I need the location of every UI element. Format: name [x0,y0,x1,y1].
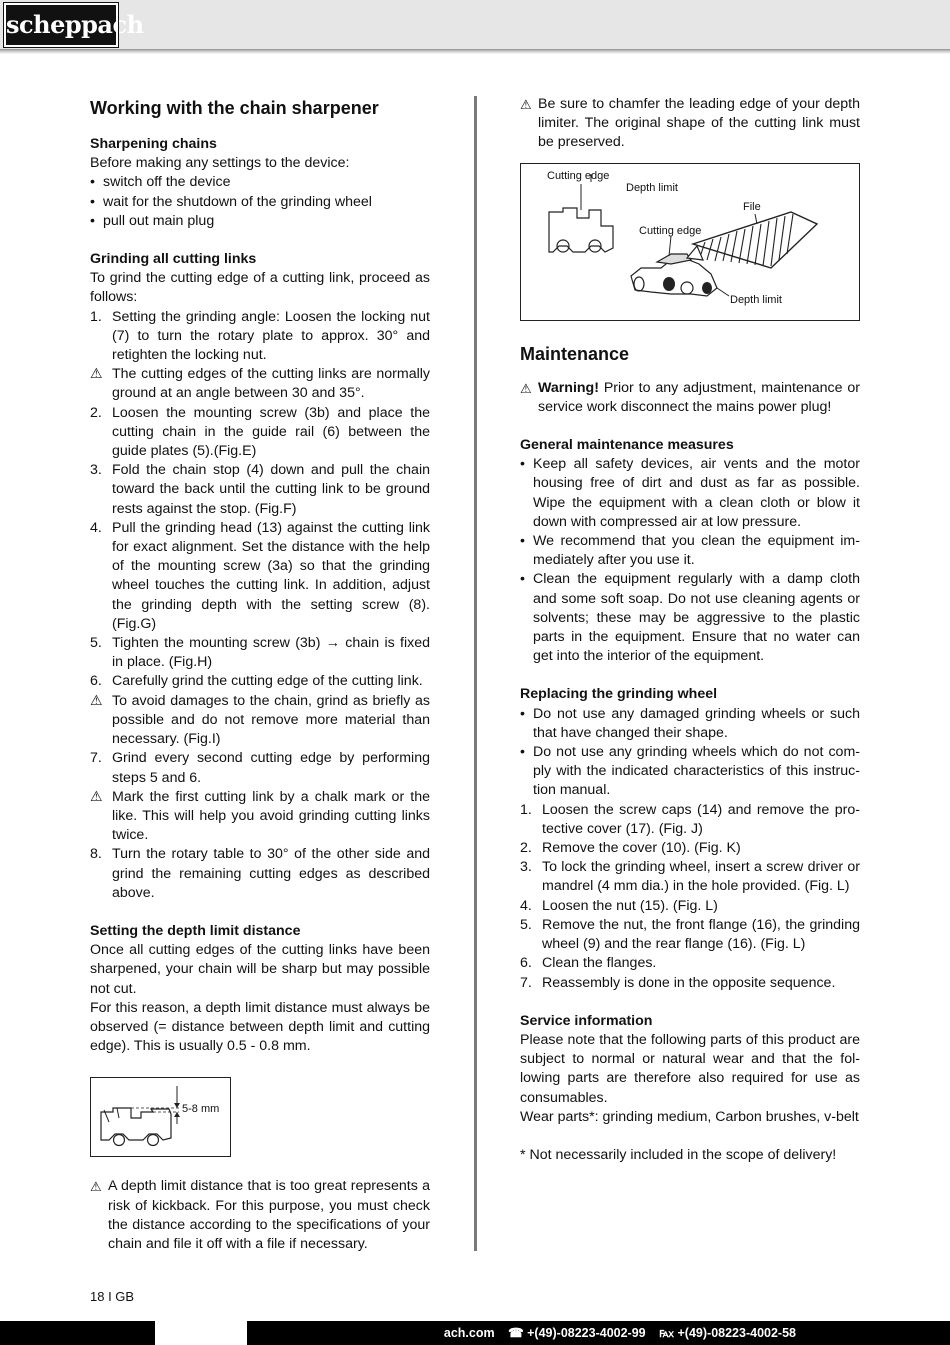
page-number: 18 I GB [90,1289,135,1304]
list-item: • switch off the device [90,173,430,192]
label-cutting-edge-2: Cutting edge [639,224,702,237]
depth-limit-figure [90,1077,231,1157]
step-text: Loosen the screw caps (14) and remove the protective cover (17). (Fig. J) [542,801,860,837]
replacing-bullets [520,705,860,801]
heading-replacing-wheel: Replacing the grinding wheel [520,686,718,703]
list-item: • We recommend that you clean the equipment immediately after you use it. [520,532,860,570]
list-item: • wait for the shutdown of the grinding wheel [90,193,430,212]
warning-item [90,365,430,403]
footer-web: ach.com [443,1326,495,1340]
step-item [90,749,430,787]
list-item: • Do not use any damaged grinding wheels or such that have changed their shape. [520,705,860,743]
label-depth-limit-1: Depth limit [626,181,678,194]
warning-icon: ⚠ [520,97,532,112]
step-item [90,519,430,634]
file-diagram-figure [520,163,860,321]
cutting-link-diagram [91,1078,232,1158]
step-item [520,858,860,896]
step-text: Reassembly is done in the opposite sequence. [542,974,836,991]
warning-text: Mark the first cutting link by a chalk mark or the like. This will help you avoid grinding cutting links twice. [112,788,430,844]
wear-parts: Wear parts*: grinding medium, Carbon brushes, v-belt [520,1108,859,1125]
warning-text: To avoid damages to the chain, grind as briefly as possible and do not remove more material than necessary. (Fig.I) [112,692,430,748]
warning-text: Prior to any adjustment, maintenance or service work disconnect the mains power plug! [538,379,860,415]
maintenance-warning [520,379,860,417]
step-text: Pull the grinding head (13) against the cutting link for exact alignment. Set the distance with the help of the mounting screw (3a) so that the grinding wheel touches the cutting link. In addition, adjust the grinding depth with the setting screw (8).(Fig.G) [112,519,430,632]
delivery-footnote: * Not necessarily included in the scope of delivery! [520,1146,837,1163]
warning-item [90,692,430,750]
kickback-warning [90,1177,430,1254]
step-item [520,954,860,973]
warning-text: The cutting edges of the cutting links are normally ground at an angle between 30 and 35°. [112,366,430,402]
page-header [0,0,950,50]
label-cutting-edge-1: Cutting edge [547,169,610,182]
step-item [90,461,430,519]
sharpening-intro: Before making any settings to the device: [90,155,350,172]
list-item: • Keep all safety devices, air vents and the motor housing free of dirt and dust as far as possible. Wipe the equipment with a clean cloth or blow it down with compressed air at low pressure. [520,455,860,532]
step-text: Clean the flanges. [542,955,657,972]
general-maintenance-list [520,455,860,666]
step-number: 5. [90,635,102,652]
left-column [90,95,430,1254]
depth-paragraph-2: For this reason, a depth limit distance must always be observed (= distance between depth limit and cutting edge). This is usually 0.5 - 0.8 mm. [90,999,430,1055]
step-text: Tighten the mounting screw (3b) → chain is fixed in place. (Fig.H) [112,635,430,671]
step-item [520,839,860,858]
step-number: 7. [90,750,102,767]
step-item [90,634,430,672]
warning-icon: ⚠ [90,366,103,383]
warning-icon: ⚠ [90,1179,102,1195]
heading-depth-limit: Setting the depth limit distance [90,922,301,939]
label-depth-limit-2: Depth limit [730,293,782,306]
step-number: 3. [90,462,102,479]
section-title-maintenance: Maintenance [520,343,630,364]
step-item [90,404,430,462]
warning-text: A depth limit distance that is too great represents a risk of kickback. For this purpose, you must check the distance according to the specifications of your chain and file it off with a file if necessary. [108,1178,430,1252]
step-number: 3. [520,859,532,876]
heading-grinding-links: Grinding all cutting links [90,251,257,268]
warning-label: Warning! [538,379,599,396]
heading-general-maintenance: General maintenance measures [520,437,734,454]
chamfer-warning [520,95,860,153]
step-text: Remove the cover (10). (Fig. K) [542,840,741,857]
step-number: 1. [520,801,532,818]
step-number: 1. [90,308,102,325]
warning-icon: ⚠ [90,692,103,709]
step-text: Grind every second cutting edge by performing steps 5 and 6. [112,750,430,786]
footer-white-block [155,1321,247,1345]
column-divider [474,96,477,1251]
heading-sharpening-chains: Sharpening chains [90,136,217,152]
step-text: Loosen the nut (15). (Fig. L) [542,897,718,914]
header-shadow [0,50,950,54]
step-item [520,801,860,839]
right-column [520,95,860,1165]
step-text: To lock the grinding wheel, insert a screw driver or mandrel (4 mm dia.) in the hole provided. (Fig. L) [542,859,860,895]
depth-dimension-label: 5-8 mm [182,1103,220,1116]
footer-fax: ℻ +(49)-08223-4002-58 [659,1326,796,1340]
step-number: 6. [90,673,102,690]
step-text: Carefully grind the cutting edge of the cutting link. [112,673,423,690]
step-number: 6. [520,955,532,972]
step-number: 5. [520,916,532,933]
footer-phone: ☎ +(49)-08223-4002-99 [508,1326,646,1340]
step-text: Turn the rotary table to 30° of the other side and grind the remaining cutting edges as described above. [112,846,430,901]
depth-paragraph-1: Once all cutting edges of the cutting links have been sharpened, your chain will be sharp but may possible not cut. [90,942,430,997]
sharpening-bullets [90,173,430,231]
list-item: • Do not use any grinding wheels which do not comply with the indicated characteristics of this instruction manual. [520,743,860,801]
step-item [520,897,860,916]
step-number: 2. [520,840,532,857]
scheppach-logo: scheppach [4,3,118,47]
service-paragraph: Please note that the following parts of this product are subject to normal or natural wear and that the following parts are therefore also required for use as consumables. [520,1031,860,1106]
step-number: 8. [90,846,102,863]
warning-item [90,788,430,846]
step-number: 4. [90,519,102,536]
step-number: 4. [520,897,532,914]
replacing-steps [520,801,860,993]
step-text: Loosen the mounting screw (3b) and place the cutting chain in the guide rail (6) between the guide plates (5).(Fig.E) [112,404,430,460]
warning-icon: ⚠ [520,380,532,396]
chain-file-diagram [521,164,861,322]
footer-bar [0,1321,950,1345]
heading-service-information: Service information [520,1012,653,1029]
step-item [90,845,430,903]
list-item: • Clean the equipment regularly with a damp cloth and some soft soap. Do not use cleaning agents or solvents; these may be aggressive to the plastic parts in the equipment. Ensure that no water can get into the interior of the equipment. [520,570,860,666]
warning-icon: ⚠ [90,788,103,805]
footer-contact [434,1325,796,1340]
section-title-chain-sharpener: Working with the chain sharpener [90,98,379,118]
warning-text: Be sure to chamfer the leading edge of your depth limiter. The original shape of the cutting link must be preserved. [538,96,860,151]
step-text: Setting the grinding angle: Loosen the locking nut (7) to turn the rotary plate to approx. 30° and retighten the locking nut. [112,308,430,364]
grinding-steps [90,308,430,903]
grinding-intro: To grind the cutting edge of a cutting link, proceed as follows: [90,270,430,306]
step-text: Fold the chain stop (4) down and pull the chain toward the back until the cutting link to be ground rests against the stop. (Fig.F) [112,462,430,517]
label-file: File [743,200,761,213]
step-number: 2. [90,404,102,421]
step-item [90,672,430,691]
list-item: • pull out main plug [90,212,430,231]
step-item [520,916,860,954]
step-item [520,974,860,993]
step-item [90,308,430,366]
step-number: 7. [520,974,532,991]
step-text: Remove the nut, the front flange (16), the grinding wheel (9) and the rear flange (16). (Fig. L) [542,916,860,953]
